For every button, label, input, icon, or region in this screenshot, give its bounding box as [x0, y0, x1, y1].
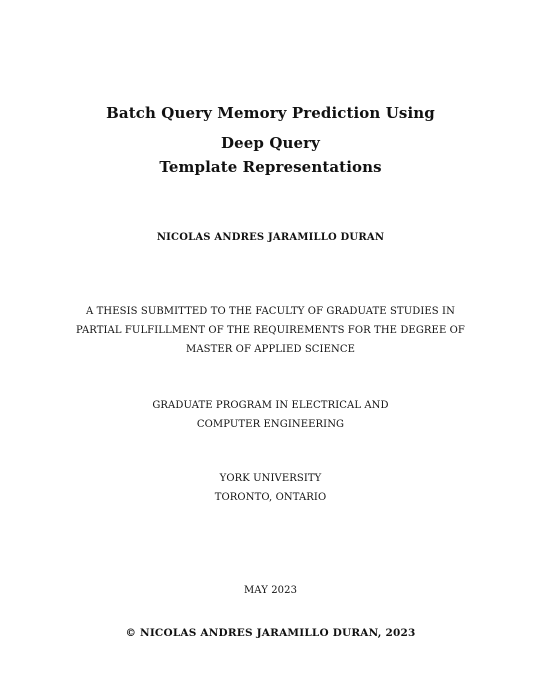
program-line-1: GRADUATE PROGRAM IN ELECTRICAL AND	[152, 400, 389, 411]
submission-date: MAY 2023	[243, 585, 298, 596]
copyright-notice: © NICOLAS ANDRES JARAMILLO DURAN, 2023	[125, 627, 416, 639]
author-name: NICOLAS ANDRES JARAMILLO DURAN	[156, 232, 385, 243]
university-name: YORK UNIVERSITY	[219, 473, 322, 484]
university-location: TORONTO, ONTARIO	[214, 492, 327, 503]
title-line-2: Deep Query	[221, 134, 320, 152]
title-line-1: Batch Query Memory Prediction Using	[106, 104, 435, 122]
thesis-statement-line-3: MASTER OF APPLIED SCIENCE	[185, 344, 356, 355]
title-line-3: Template Representations	[159, 158, 382, 176]
thesis-statement-line-2: PARTIAL FULFILLMENT OF THE REQUIREMENTS FOR THE DEGREE OF	[76, 325, 465, 336]
thesis-statement-line-1: A THESIS SUBMITTED TO THE FACULTY OF GRADUATE STUDIES IN	[86, 306, 455, 317]
program-line-2: COMPUTER ENGINEERING	[196, 419, 345, 430]
